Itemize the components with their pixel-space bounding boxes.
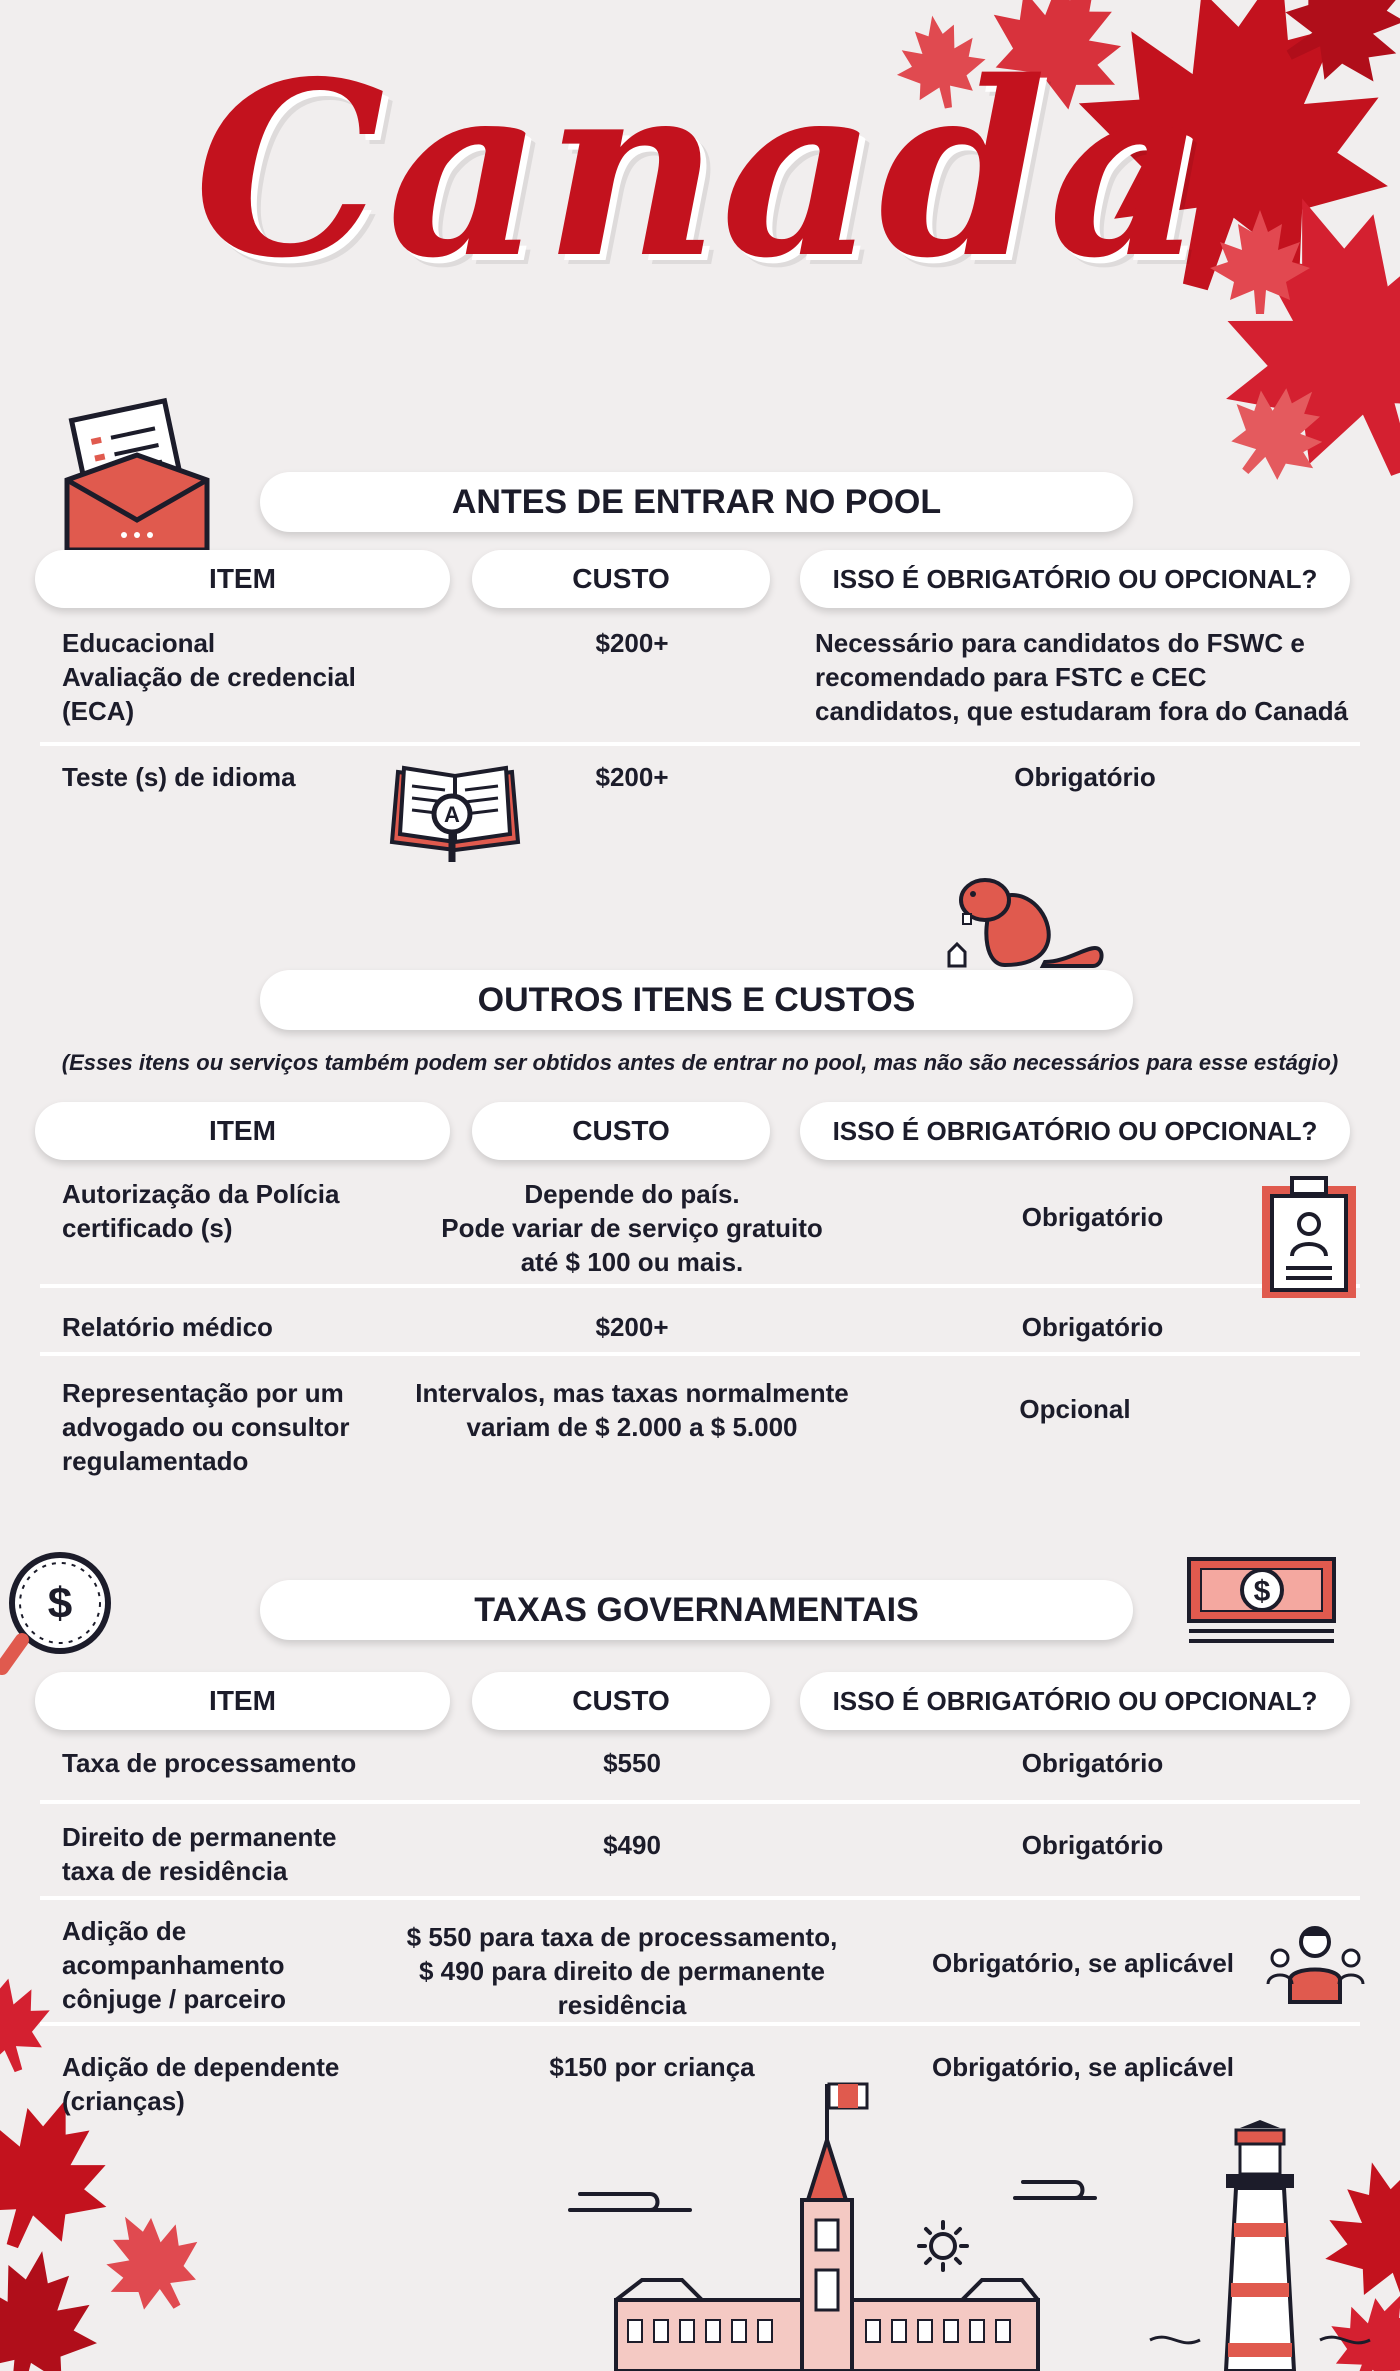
row-requirement: Obrigatório [1014,762,1156,792]
book-magnifier-icon [390,762,525,872]
section-note: (Esses itens ou serviços também podem ser obtidos antes de entrar no pool, mas não são necessários para esse estágio) [61,1050,1339,1075]
beaver-icon [945,870,1105,970]
svg-text:$: $ [47,1579,73,1628]
magnifier-dollar-icon [0,1548,120,1678]
row-cost: $ 550 para taxa de processamento, $ 490 para direito de permanente residência [406,1922,838,2020]
row-item: Representação por um advogado ou consultor regulamentado [62,1378,350,1476]
row-requirement: Obrigatório [1021,1830,1164,1860]
row-item: Relatório médico [62,1312,273,1342]
row-cost: $200+ [595,628,669,658]
column-header-item: ITEM [35,1102,450,1160]
row-item: Educacional Avaliação de credencial (ECA) [62,628,356,726]
row-cost: $200+ [595,1312,669,1342]
row-item: Direito de permanente taxa de residência [62,1822,337,1886]
column-header-item: ITEM [35,1672,450,1730]
row-requirement: Necessário para candidatos do FSWC e recomendado para FSTC e CEC candidatos, que estudaram fora do Canadá [815,628,1349,726]
page-title: Canada [194,29,1206,311]
column-header-requirement: ISSO É OBRIGATÓRIO OU OPCIONAL? [800,1672,1350,1730]
row-requirement: Obrigatório, se aplicável [932,2052,1234,2082]
row-item: Autorização da Polícia certificado (s) [62,1179,340,1243]
row-cost: Intervalos, mas taxas normalmente variam de $ 2.000 a $ 5.000 [415,1378,849,1442]
column-header-requirement: ISSO É OBRIGATÓRIO OU OPCIONAL? [800,550,1350,608]
column-header-cost: CUSTO [472,1672,770,1730]
row-requirement: Opcional [1019,1394,1131,1424]
row-cost: $550 [603,1748,661,1778]
row-item: Adição de acompanhamento cônjuge / parceiro [62,1916,286,2014]
row-requirement: Obrigatório [1021,1202,1164,1232]
banknote-icon [1185,1555,1340,1650]
row-divider [40,1896,1360,1900]
row-cost: $150 por criança [549,2052,755,2082]
row-requirement: Obrigatório [1021,1312,1164,1342]
svg-text:A: A [444,802,460,827]
row-requirement: Obrigatório, se aplicável [932,1948,1234,1978]
row-cost: $200+ [595,762,669,792]
row-divider [40,1800,1360,1804]
row-divider [40,2022,1360,2026]
column-header-cost: CUSTO [472,550,770,608]
svg-text:$: $ [1253,1575,1271,1608]
row-divider [40,742,1360,746]
lighthouse-icon [1140,2120,1380,2371]
row-item: Taxa de processamento [62,1748,357,1778]
id-clipboard-icon [1258,1172,1360,1302]
envelope-document-icon [62,400,212,560]
section-heading-other-items: OUTROS ITENS E CUSTOS [260,970,1133,1030]
column-header-item: ITEM [35,550,450,608]
row-divider [40,1284,1360,1288]
section-heading-government-fees: TAXAS GOVERNAMENTAIS [260,1580,1133,1640]
column-header-cost: CUSTO [472,1102,770,1160]
row-requirement: Obrigatório [1021,1748,1164,1778]
row-cost: Depende do país. Pode variar de serviço gratuito até $ 100 ou mais. [441,1179,823,1277]
column-header-requirement: ISSO É OBRIGATÓRIO OU OPCIONAL? [800,1102,1350,1160]
parliament-building-icon [612,2080,1052,2371]
row-divider [40,1352,1360,1356]
row-cost: $490 [603,1830,661,1860]
section-heading-before-pool: ANTES DE ENTRAR NO POOL [260,472,1133,532]
row-item: Teste (s) de idioma [62,762,296,792]
people-icon [1268,1918,1363,2006]
row-item: Adição de dependente (crianças) [62,2052,340,2116]
